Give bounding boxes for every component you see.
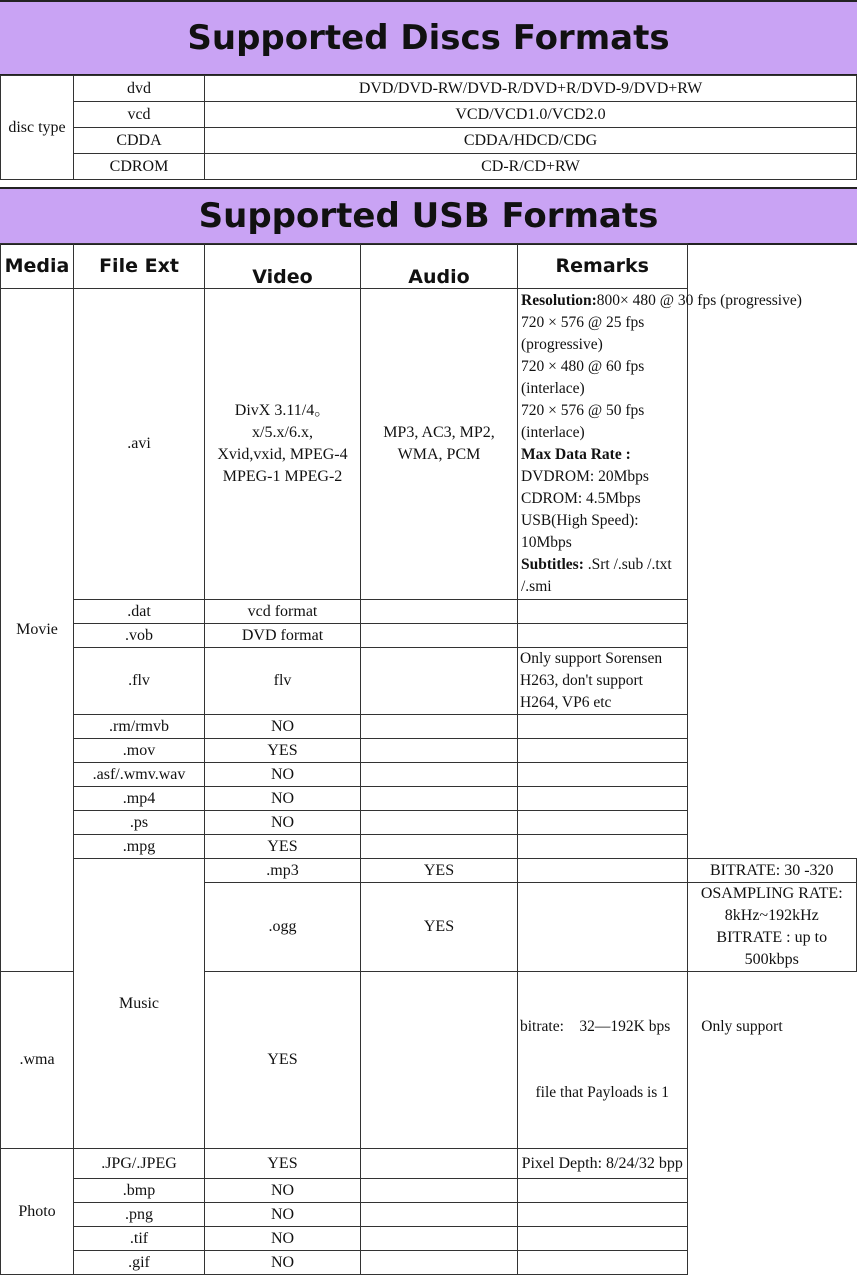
remarks-cell [518,763,688,787]
audio-cell [361,835,518,859]
header-file-ext: File Ext [74,244,205,289]
discs-title: Supported Discs Formats [0,0,857,76]
remarks-line: BITRATE : up to 500kbps [716,929,828,968]
audio-cell [518,859,688,883]
audio-cell [361,1149,518,1179]
ext-cell: .flv [74,648,205,715]
video-cell: YES [205,1149,361,1179]
video-cell: YES [205,835,361,859]
table-row [1,763,857,787]
remarks-line: 800× 480 @ 30 fps (progressive) [596,292,802,309]
disc-type-label: disc type [1,76,74,180]
disc-type-cell: CDDA [74,128,205,154]
audio-cell [361,811,518,835]
usb-formats-table [0,243,857,1275]
ext-cell: .png [74,1203,205,1227]
remarks-line: USB(High Speed): 10Mbps [521,512,639,551]
remarks-line: bitrate: 32—192K bps Only support [520,1018,783,1035]
header-audio: Audio [361,244,518,289]
usb-title: Supported USB Formats [0,187,857,245]
video-cell: DVD format [205,624,361,648]
ext-cell: .tif [74,1227,205,1251]
video-cell: YES [205,972,361,1149]
remarks-cell [518,1251,688,1275]
video-cell: NO [205,787,361,811]
ext-cell: .rm/rmvb [74,715,205,739]
disc-type-cell: CDROM [74,154,205,180]
remarks-line: 720 × 576 @ 50 fps (interlace) [521,402,645,441]
header-media: Media [1,244,74,289]
table-row [1,715,857,739]
subtitles-label: Subtitles: [521,556,584,573]
ext-cell: .mp4 [74,787,205,811]
ext-cell: .JPG/.JPEG [74,1149,205,1179]
table-row [1,154,857,180]
audio-cell [361,972,518,1149]
ext-cell: .bmp [74,1179,205,1203]
ext-cell: .gif [74,1251,205,1275]
video-cell: vcd format [205,600,361,624]
ext-cell: .ogg [205,883,361,972]
audio-cell [361,600,518,624]
remarks-line: .Srt /.sub /.txt /.smi [521,556,672,595]
ext-cell: .mov [74,739,205,763]
video-cell: NO [205,715,361,739]
disc-formats-cell: VCD/VCD1.0/VCD2.0 [205,102,857,128]
media-photo-label: Photo [1,1149,74,1275]
audio-cell [518,883,688,972]
video-line: DivX 3.11/4。 [234,402,331,419]
audio-cell [361,648,518,715]
table-row [1,128,857,154]
audio-cell [361,763,518,787]
audio-line: WMA, PCM [397,446,481,463]
video-cell: NO [205,763,361,787]
remarks-line: CDROM: 4.5Mbps [521,490,641,507]
remarks-cell [518,600,688,624]
remarks-line: DVDROM: 20Mbps [521,468,649,485]
remarks-cell [518,648,688,715]
video-cell: flv [205,648,361,715]
table-row [1,102,857,128]
resolution-label: Resolution: [521,292,597,309]
audio-cell [361,787,518,811]
table-row [1,624,857,648]
remarks-cell [518,289,802,600]
remarks-cell [518,1203,688,1227]
table-row [1,648,857,715]
audio-cell [361,1227,518,1251]
media-movie-label: Movie [1,289,74,972]
remarks-cell [518,835,688,859]
table-row [1,835,857,859]
ext-cell: .mpg [74,835,205,859]
remarks-cell [518,715,688,739]
video-line: Xvid,vxid, MPEG-4 [217,446,348,463]
audio-cell [361,624,518,648]
ext-cell: .vob [74,624,205,648]
ext-cell: .mp3 [205,859,361,883]
remarks-cell: Pixel Depth: 8/24/32 bpp [518,1149,688,1179]
disc-formats-cell: CDDA/HDCD/CDG [205,128,857,154]
audio-cell [361,715,518,739]
remarks-cell [518,624,688,648]
audio-cell [361,739,518,763]
table-row [1,600,857,624]
table-row [1,1227,857,1251]
table-row [1,739,857,763]
table-row [1,1149,857,1179]
table-row [1,289,857,600]
remarks-cell [518,1179,688,1203]
audio-cell [361,1203,518,1227]
remarks-cell [518,787,688,811]
video-line: x/5.x/6.x, [252,424,313,441]
remarks-line: OSAMPLING RATE: 8kHz~192kHz [700,885,843,924]
remarks-line: 720 × 480 @ 60 fps (interlace) [521,358,645,397]
remarks-cell [518,739,688,763]
video-cell [205,289,361,600]
remarks-line: 720 × 576 @ 25 fps (progressive) [521,314,645,353]
disc-type-cell: vcd [74,102,205,128]
disc-formats-table [0,75,857,180]
media-music-label: Music [74,859,205,1149]
remarks-cell [518,1227,688,1251]
ext-cell: .avi [74,289,205,600]
ext-cell: .dat [74,600,205,624]
header-remarks: Remarks [518,244,688,289]
remarks-line: file that Payloads is 1 [535,1084,669,1101]
remarks-line: H264, VP6 etc [520,694,612,711]
table-row [1,859,857,883]
audio-cell [361,289,518,600]
video-cell: YES [361,883,518,972]
table-row [1,787,857,811]
remarks-cell: BITRATE: 30 -320 [687,859,857,883]
video-cell: NO [205,1251,361,1275]
ext-cell: .asf/.wmv.wav [74,763,205,787]
audio-cell [361,1251,518,1275]
header-row [1,244,857,289]
video-cell: YES [361,859,518,883]
table-row [1,1179,857,1203]
video-cell: NO [205,1227,361,1251]
audio-cell [361,1179,518,1203]
table-row [1,1203,857,1227]
video-cell: NO [205,811,361,835]
table-row [1,76,857,102]
disc-type-cell: dvd [74,76,205,102]
video-cell: YES [205,739,361,763]
max-data-rate-label: Max Data Rate : [521,446,631,463]
video-cell: NO [205,1179,361,1203]
ext-cell: .wma [1,972,74,1149]
remarks-cell [518,811,688,835]
video-cell: NO [205,1203,361,1227]
remarks-line: Only support Sorensen H263, don't support [520,650,663,689]
disc-formats-cell: DVD/DVD-RW/DVD-R/DVD+R/DVD-9/DVD+RW [205,76,857,102]
header-video: Video [205,244,361,289]
disc-formats-cell: CD-R/CD+RW [205,154,857,180]
audio-line: MP3, AC3, MP2, [383,424,495,441]
table-row [1,1251,857,1275]
ext-cell: .ps [74,811,205,835]
table-row [1,811,857,835]
remarks-cell [687,883,857,972]
video-line: MPEG-1 MPEG-2 [222,468,343,485]
remarks-cell [518,972,783,1149]
